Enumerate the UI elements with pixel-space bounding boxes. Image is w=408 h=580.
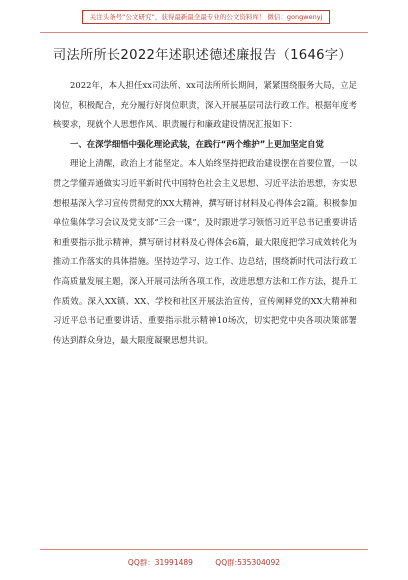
body-paragraph: 理论上清醒，政治上才能坚定。本人始终坚持把政治建设摆在首要位置，一以贯之学懂弄通做实习近平新时代中国特色社会主义思想、习近平法治思想，夯实思想根基深入学习宣传贯彻党的XX大精神，撰写研讨材料及心得体会2篇。积极参加单位集体学习会议及党支部“三会一课”，及时跟进学习领悟习近平总书记重要讲话和重要指示批示精神，撰写研讨材料及心得体会6篇，最大限度把学习成效转化为推动工作落实的具体措施。坚持边学习、边工作、边总结，围绕新时代司法行政工作高质量发展主题，深入开展司法所各项工作，改进思想方法和工作方法，提升工作质效。深入XX镇、XX、学校和社区开展法治宣传，宣传阐释党的XX大精神和习近平总书记重要讲话、重要指示批示精神10场次，切实把党中央各项决策部署传达到群众身边，最大限度凝聚思想共识。 — [53, 158, 357, 345]
page-footer — [0, 557, 408, 568]
footer-qq-group-2: QQ群:535304092 — [215, 558, 281, 567]
footer-divider — [40, 549, 368, 550]
intro-paragraph: 2022年，本人担任xx司法所、xx司法所所长期间，紧紧围绕服务大局，立足岗位，积极配合，充分履行好岗位职责，深入开展基层司法行政工作。根据年度考核要求，现就个人思想作风、职责履行和廉政建设情况汇报如下： — [53, 80, 357, 130]
document-body — [53, 46, 357, 350]
document-title: 司法所所长2022年述职述德述廉报告（1646字） — [53, 48, 352, 63]
footer-qq-group-1: QQ群：31991489 — [127, 558, 193, 567]
promo-banner: 关注头条号“公文研究”，获得最新最全最专业的公文资料库！ 微信：gongwenyj — [82, 10, 330, 24]
section-heading-1: 一、在深学细悟中强化理论武装，在践行“两个维护”上更加坚定自觉 — [70, 138, 324, 149]
header-divider — [40, 32, 368, 33]
